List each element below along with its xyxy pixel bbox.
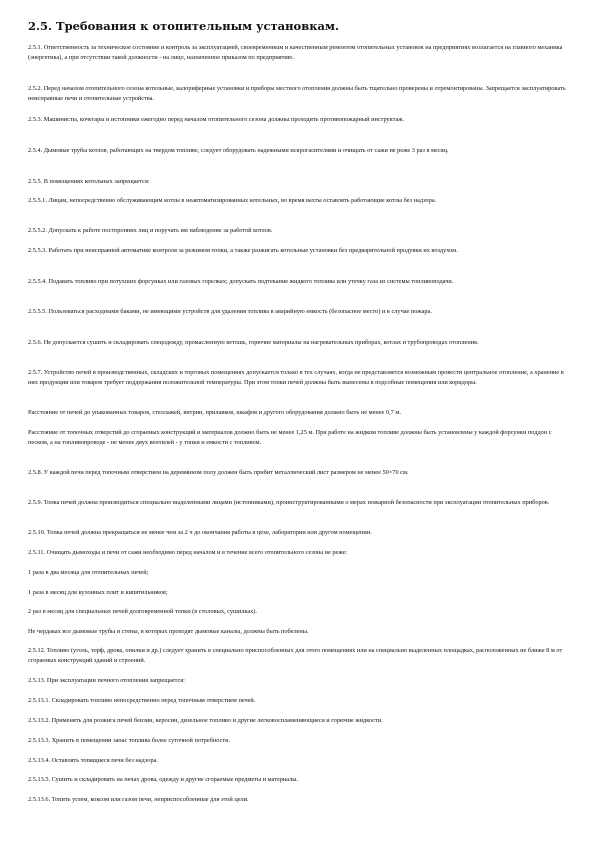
paragraph-list-2: 1 раза в месяц для кухонных плит и кипятильников; [28, 589, 168, 596]
paragraph-2-5-1: 2.5.1. Ответственность за техническое состояние и контроль за эксплуатацией, своевременным и качественным ремонтом отопительных установок на предприятиях возлагается на главного механика (энергетика), а при отсутствии такой должности - на лицо, назначенное приказом по предприятию. [28, 44, 563, 61]
paragraph-list-1: 1 раза в два месяца для отопительных печей; [28, 569, 149, 576]
paragraph-2-5-5-4: 2.5.5.4. Подавать топливо при потухших форсунках или газовых горелках; допускать подтекание жидкого топлива или утечку газа из системы топливоподачи. [28, 278, 454, 285]
paragraph-2-5-2: 2.5.2. Перед началом отопительного сезона котельные, калориферные установки и приборы местного отопления должны быть тщательно проверены и отремонтированы. Запрещается эксплуатировать неисправные печи и отопительные устройства. [28, 85, 566, 102]
section-title: 2.5. Требования к отопительным установкам. [28, 19, 339, 33]
paragraph-2-5-13-5: 2.5.13.5. Сушить и складировать на печах дрова, одежду и другие сгораемые предметы и материалы. [28, 776, 299, 783]
paragraph-2-5-3: 2.5.3. Машинисты, кочегары и истопники ежегодно перед началом отопительного сезона должны проходить противопожарный инструктаж. [28, 116, 405, 123]
paragraph-2-5-13-6: 2.5.13.6. Топить углем, коксом или газом печи, неприспособленные для этой цели. [28, 796, 249, 803]
paragraph-chimneys: Не чердаках все дымовые трубы и стены, в которых проходят дымовые каналы, должны быть побелены. [28, 628, 309, 635]
paragraph-2-5-7: 2.5.7. Устройство печей в производственных, складских и торговых помещениях допускается только в тех случаях, когда не представляется возможным провести центральное отопление, а хранение в них продукции или товаров требует поддержания положительной температуры. При этом топки печей должны быть вынесены в подсобные помещения или коридоры. [28, 369, 564, 386]
paragraph-list-3: 2 раз в месяц для специальных печей долговременной топки (в столовых, сушилках). [28, 608, 257, 615]
paragraph-2-5-6: 2.5.6. Не допускается сушить и складировать спецодежду, промасленную ветошь, горючие материалы на нагревательных приборах, котлах и трубопроводах отопления. [28, 339, 479, 346]
paragraph-2-5-5-3: 2.5.5.3. Работать при неисправной автоматике контроля за режимом топки, а также разжигать котельные установки без предварительной продувки их воздухом. [28, 247, 458, 254]
paragraph-2-5-10: 2.5.10. Топка печей должна прекращаться не менее чем за 2 ч до окончания работы в цехе, лаборатории или другом помещении. [28, 529, 372, 536]
paragraph-2-5-13-3: 2.5.13.3. Хранить в помещении запас топлива более суточной потребности. [28, 737, 231, 744]
paragraph-2-5-13: 2.5.13. При эксплуатации печного отопления запрещается: [28, 677, 185, 684]
paragraph-2-5-13-2: 2.5.13.2. Применять для розжига печей бензин, керосин, дизельное топливо и другие легковоспламеняющиеся и горючие жидкости. [28, 717, 383, 724]
paragraph-2-5-8: 2.5.8. У каждой печи перед топочным отверстием на деревянном полу должен быть прибит металлический лист размером не менее 50×70 см. [28, 469, 409, 476]
paragraph-2-5-5-2: 2.5.5.2. Допускать к работе посторонних лиц и поручать им наблюдение за работой котлов. [28, 227, 273, 234]
paragraph-2-5-11: 2.5.11. Очищать дымоходы и печи от сажи необходимо перед началом и в течение всего отопительного сезона не реже: [28, 549, 348, 556]
paragraph-2-5-9: 2.5.9. Топка печей должна производиться специально выделенными лицами (истопниками), проинструктированными о мерах пожарной безопасности при эксплуатации отопительных приборов. [28, 499, 550, 506]
paragraph-2-5-13-1: 2.5.13.1. Складировать топливо непосредственно перед топочным отверстием печей. [28, 697, 256, 704]
paragraph-distance-2: Расстояние от топочных отверстий до сгораемых конструкций и материалов должно быть не менее 1,25 м. При работе на жидком топливе должны быть установлены у каждой форсунки поддон с песком, а на топливопроводе - не менее двух вентилей - у топки и емкости с топливом. [28, 429, 552, 446]
paragraph-distance-1: Расстояние от печей до упакованных товаров, стеллажей, витрин, прилавков, шкафов и другого оборудования должно быть не менее 0,7 м. [28, 409, 401, 416]
paragraph-2-5-5-1: 2.5.5.1. Лицам, непосредственно обслуживающим котлы в неавтоматизированных котельных, во время вахты оставлять работающие котлы без надзора. [28, 197, 437, 204]
paragraph-2-5-4: 2.5.4. Дымовые трубы котлов, работающих на твердом топливе, следует оборудовать надежными искрогасителями и очищать от сажи не реже 3 раз в месяц. [28, 147, 449, 154]
paragraph-2-5-5-5: 2.5.5.5. Пользоваться расходными баками, не имеющими устройств для удаления топлива в аварийную емкость (безопасное место) и в случае пожара. [28, 308, 432, 315]
paragraph-2-5-5: 2.5.5. В помещениях котельных запрещается: [28, 178, 150, 185]
paragraph-2-5-13-4: 2.5.13.4. Оставлять топящиеся печи без надзора. [28, 757, 158, 764]
paragraph-2-5-12: 2.5.12. Топливо (уголь, торф, дрова, опилки и др.) следует хранить в специально приспособленных для этого помещениях или на специально выделенных площадках, расположенных не ближе 8 м от сгораемых конструкций зданий и строений. [28, 647, 563, 664]
